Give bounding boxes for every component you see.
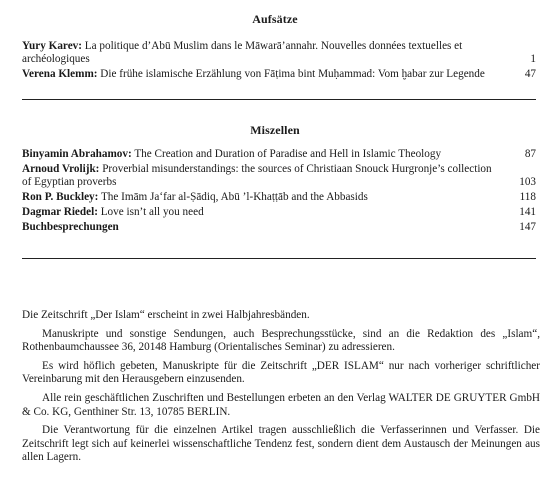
toc-entry-page: 87: [524, 148, 536, 160]
toc-entry-author: Binyamin Abrahamov:: [22, 148, 132, 160]
rule-bottom: [22, 258, 536, 259]
toc-entry-title: The Creation and Duration of Paradise and Hell in Islamic Theology: [134, 148, 442, 160]
toc-entry-page: 118: [519, 191, 536, 203]
toc-entry-author: Ron P. Buckley:: [22, 191, 99, 203]
toc-entry: [22, 163, 536, 189]
toc-entry: [22, 191, 536, 204]
toc-entry-page: 103: [519, 176, 536, 188]
toc-entry-page: 147: [519, 221, 536, 233]
notice-paragraph: Es wird höflich gebeten, Manuskripte für die Zeitschrift „DER ISLAM“ nur nach vorheriger schriftlicher Vereinbarung mit den Herausgebern einzusenden.: [22, 359, 540, 386]
toc-entry-page: 141: [519, 206, 536, 218]
toc-entry-author: Dagmar Riedel:: [22, 206, 98, 218]
toc-entry-author: Arnoud Vrolijk:: [22, 163, 100, 175]
toc-entry-author: Verena Klemm:: [22, 68, 98, 80]
toc-entry-title: The Imām Ja‘far al-Ṣādiq, Abū ’l-Khaṭṭāb and the Abbasids: [100, 191, 368, 203]
toc-entry-page: 47: [524, 68, 536, 80]
rule-top: [22, 99, 536, 100]
toc-entry-title: Die frühe islamische Erzählung von Fāṭima bint Muḥammad: Vom ḫabar zur Legende: [100, 68, 485, 80]
notice-paragraph: Die Zeitschrift „Der Islam“ erscheint in zwei Halbjahresbänden.: [22, 309, 310, 321]
toc-entry: [22, 221, 536, 234]
notice-paragraph: Die Verantwortung für die einzelnen Artikel tragen ausschließlich die Verfasserinnen und Verfasser. Die Zeitschrift legt sich auf keinerlei wissenschaftliche Tendenz fest, sondern dient dem Austausch der Meinungen aus allen Lagern.: [22, 424, 540, 464]
section-heading-aufsaetze: Aufsätze: [252, 12, 298, 26]
toc-entry-title: Love isn’t all you need: [100, 206, 204, 218]
notice-paragraph: Manuskripte und sonstige Sendungen, auch Besprechungsstücke, sind an die Redaktion des „Islam“, Rothenbaumchaussee 36, 20148 Hamburg (Orientalisches Seminar) zu adressieren.: [22, 327, 540, 354]
toc-entry-author: Yury Karev:: [22, 40, 82, 52]
toc-aufsaetze: [22, 40, 536, 81]
toc-entry: [22, 206, 536, 219]
notice-paragraph: Alle rein geschäftlichen Zuschriften und Bestellungen erbeten an den Verlag WALTER DE GRUYTER GmbH & Co. KG, Genthiner Str. 13, 10785 BERLIN.: [22, 391, 540, 418]
toc-miszellen: [22, 148, 536, 234]
toc-entry-author: Buchbesprechungen: [22, 221, 119, 233]
toc-entry-title: Proverbial misunderstandings: the sources of Christiaan Snouck Hurgronje’s collection of Egyptian proverbs: [22, 163, 492, 188]
toc-entry: [22, 40, 536, 66]
toc-entry-page: 1: [530, 53, 536, 65]
publisher-notice: [22, 309, 540, 470]
toc-entry-title: La politique d’Abū Muslim dans le Māwarā’annahr. Nouvelles données textuelles et archéologiques: [22, 40, 463, 65]
toc-entry: [22, 68, 536, 81]
section-heading-miszellen: Miszellen: [250, 123, 300, 137]
toc-entry: [22, 148, 536, 161]
